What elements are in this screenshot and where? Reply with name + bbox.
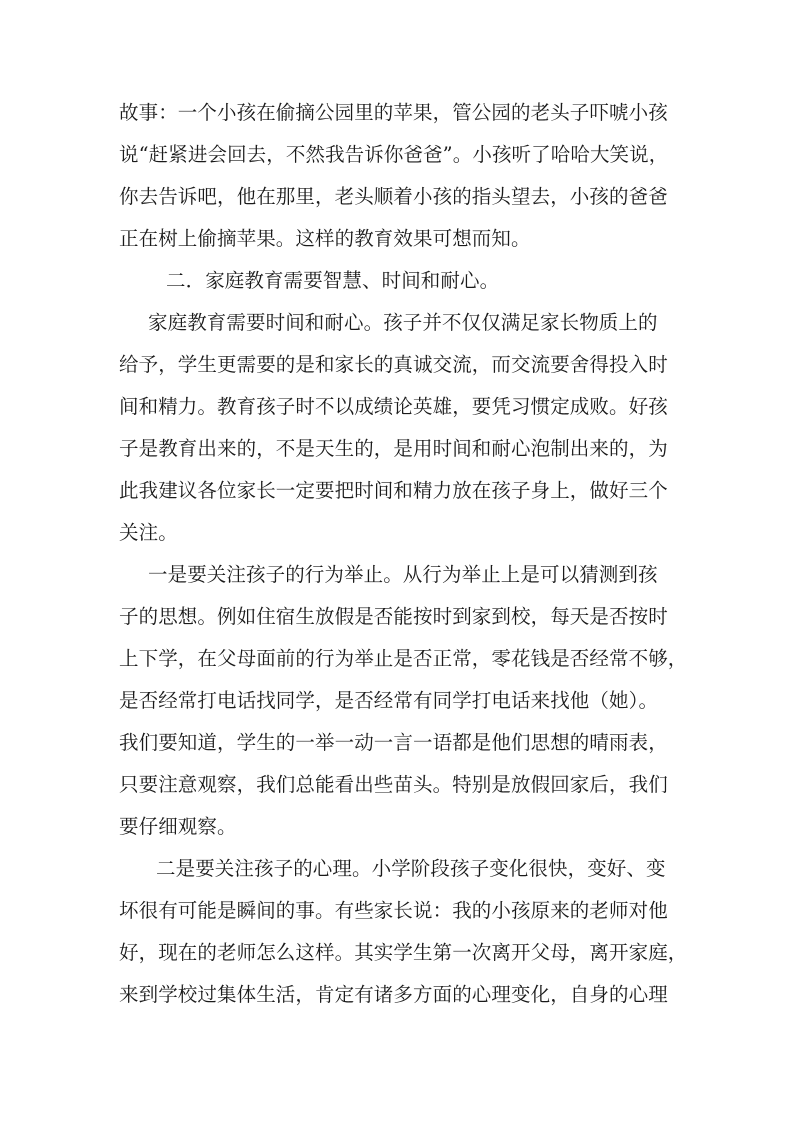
text-line: 只要注意观察，我们总能看出些苗头。特别是放假回家后，我们 [119, 773, 668, 796]
text-line: 我们要知道，学生的一举一动一言一语都是他们思想的晴雨表， [119, 731, 668, 754]
section-heading: 二．家庭教育需要智慧、时间和耐心。 [166, 269, 500, 292]
text-line: 好，现在的老师怎么这样。其实学生第一次离开父母，离开家庭， [119, 941, 688, 964]
text-line: 子是教育出来的，不是天生的，是用时间和耐心泡制出来的，为 [119, 437, 668, 460]
text-line: 坏很有可能是瞬间的事。有些家长说：我的小孩原来的老师对他 [119, 899, 668, 922]
document-page [119, 92, 688, 1016]
text-line: 说“赶紧进会回去，不然我告诉你爸爸”。小孩听了哈哈大笑说， [119, 143, 669, 166]
text-line: 间和精力。教育孩子时不以成绩论英雄，要凭习惯定成败。好孩 [119, 395, 668, 418]
text-line: 要仔细观察。 [119, 815, 237, 838]
text-line: 此我建议各位家长一定要把时间和精力放在孩子身上，做好三个 [119, 479, 668, 502]
text-line: 一是要关注孩子的行为举止。从行为举止上是可以猜测到孩 [148, 563, 658, 586]
text-line: 你去告诉吧，他在那里，老头顺着小孩的指头望去，小孩的爸爸 [119, 185, 668, 208]
text-line: 给予，学生更需要的是和家长的真诚交流，而交流要舍得投入时 [119, 353, 668, 376]
text-line: 家庭教育需要时间和耐心。孩子并不仅仅满足家长物质上的 [148, 311, 658, 334]
text-line: 上下学，在父母面前的行为举止是否正常，零花钱是否经常不够， [119, 647, 688, 670]
text-line: 故事：一个小孩在偷摘公园里的苹果，管公园的老头子吓唬小孩 [119, 101, 668, 124]
text-line: 是否经常打电话找同学，是否经常有同学打电话来找他（她）。 [119, 689, 659, 712]
text-line: 正在树上偷摘苹果。这样的教育效果可想而知。 [119, 227, 531, 250]
text-line: 来到学校过集体生活，肯定有诸多方面的心理变化，自身的心理 [119, 983, 668, 1006]
text-line: 二是要关注孩子的心理。小学阶段孩子变化很快，变好、变 [156, 857, 666, 880]
text-line: 关注。 [119, 521, 178, 544]
text-line: 子的思想。例如住宿生放假是否能按时到家到校，每天是否按时 [119, 605, 668, 628]
